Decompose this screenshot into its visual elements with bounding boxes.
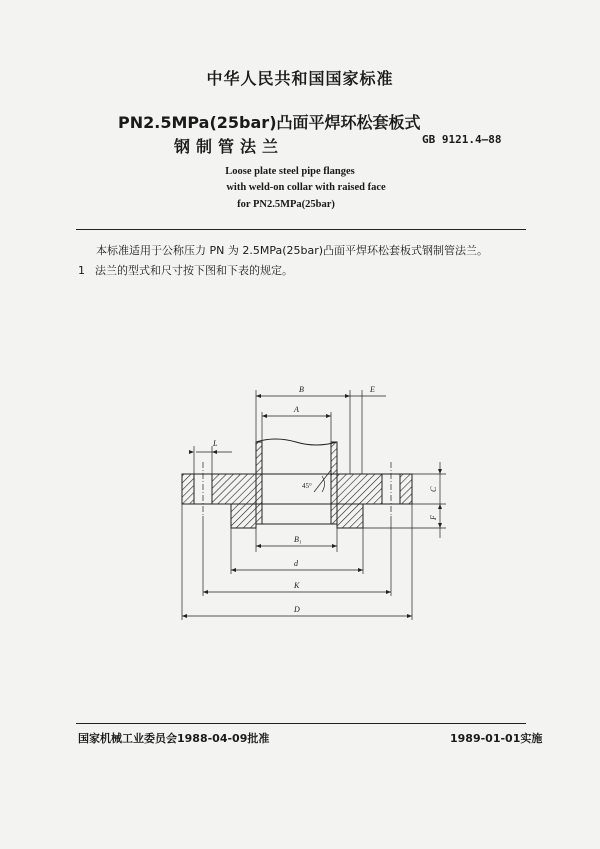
flange-plate-left [212,474,256,504]
dim-label-L: L [213,439,218,448]
dim-label-B: B [299,385,304,394]
arrow [256,544,261,548]
arrow [326,414,331,418]
arrow [438,523,442,528]
arrow [358,568,363,572]
effective-date: 1989-01-01实施 [450,732,543,745]
english-title-line2: with weld-on collar with raised face [226,182,386,193]
pipe-wall-left [256,442,262,524]
weld-collar-left [231,504,256,528]
arrow [262,414,267,418]
clause-number: 1 [78,264,85,277]
arrow [212,450,217,454]
pipe-break-line [256,439,337,445]
arrow [438,469,442,474]
dim-label-C: C [429,486,438,492]
dim-label-K: K [294,581,300,590]
dim-label-B1: B₁ [294,535,302,544]
arrow [256,394,261,398]
dim-label-D: D [294,605,300,614]
english-title-line3: for PN2.5MPa(25bar) [237,199,335,210]
dim-label-E: E [370,385,375,394]
issuing-authority: 中华人民共和国国家标准 [206,69,394,88]
bolt-hole-left-hatch [182,474,194,504]
angle-leader [314,470,331,492]
dim-label-F: F [429,515,438,520]
arrow [345,394,350,398]
scope-paragraph: 本标准适用于公称压力 PN 为 2.5MPa(25bar)凸面平焊环松套板式钢制管法兰。 [96,244,489,257]
arrow [332,544,337,548]
approval-line: 国家机械工业委员会1988-04-09批准 [78,732,270,745]
arrow [407,614,412,618]
arrow [386,590,391,594]
arrow [438,504,442,509]
clause-text: 法兰的型式和尺寸按下图和下表的规定。 [95,264,293,277]
arrow [203,590,208,594]
dim-label-A: A [294,405,299,414]
bottom-rule [76,723,526,724]
english-title-line1: Loose plate steel pipe flanges [225,166,355,177]
pipe-wall-right [331,442,337,524]
dim-label-angle: 45° [302,482,312,490]
arrow [189,450,194,454]
bolt-hole-right-hatch [400,474,412,504]
arrow [231,568,236,572]
standard-number: GB 9121.4—88 [422,133,502,146]
document-title-line1: PN2.5MPa(25bar)凸面平焊环松套板式 [118,113,421,132]
document-title-line2: 钢制管法兰 [174,137,285,156]
flange-plate-right [337,474,382,504]
weld-collar-right [337,504,363,528]
arrow [182,614,187,618]
dim-label-d: d [294,559,298,568]
